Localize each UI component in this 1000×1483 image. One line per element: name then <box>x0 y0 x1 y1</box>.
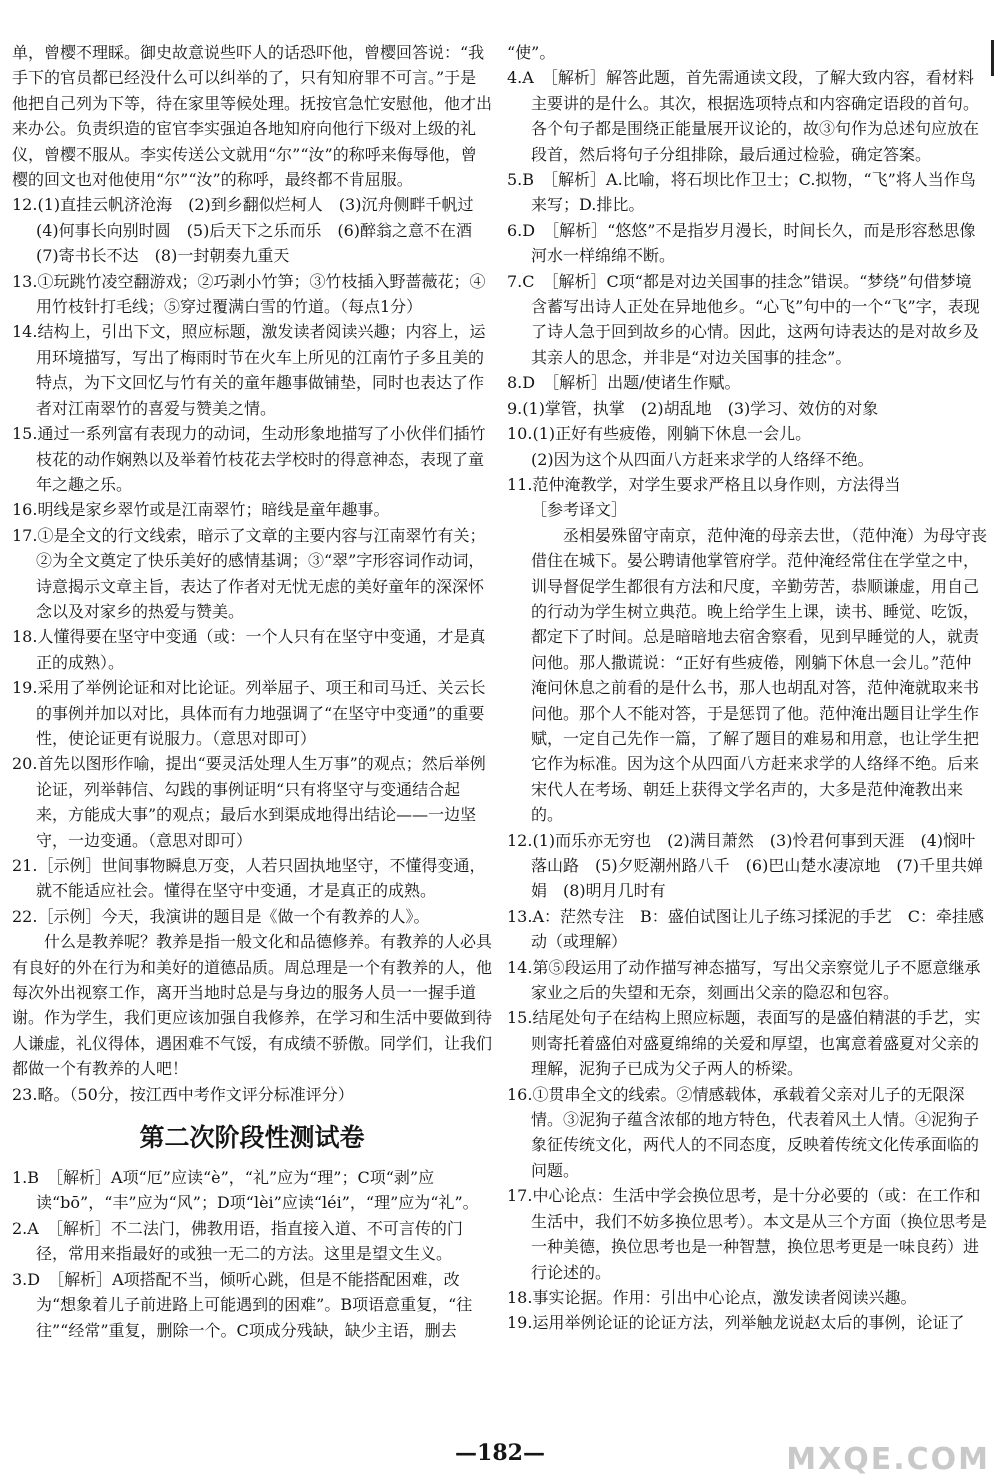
answer-item-22: 22.［示例］今天，我演讲的题目是《做一个有教养的人》。 <box>12 906 430 926</box>
answer-item-s1: 1.B ［解析］A项“厄”应读“è”，“礼”应为“理”；C项“剥”应读“bō”，“丰”应为“风”；D项“lèi”应读“léi”，“理”应为“礼”。 <box>12 1168 479 1213</box>
answer-item-s15: 15.结尾处句子在结构上照应标题，表面写的是盛伯精湛的手艺，实则寄托着盛伯对盛夏绵绵的关爱和厚望，也寓意着盛夏对父亲的理解，泥狗子已成为父子两人的桥梁。 <box>507 1008 981 1079</box>
answer-paragraph: 单，曾樱不理睬。御史故意说些吓人的话恐吓他，曾樱回答说：“我手下的官员都已经没什么可以纠举的了，只有知府罪不可言。”于是他把自己列为下等，待在家里等候处理。抚按官急忙安慰他，他才出来办公。负责织造的宦官李实强迫各地知府向他行下级对上级的礼仪，曾樱不服从。李实传送公文就用“尔”“汝”的称呼来侮辱他，曾樱的回文也对他使用“尔”“汝”的称呼，最终都不肯屈服。 <box>12 43 493 190</box>
answer-item-s12: 12.(1)而乐亦无穷也 (2)满目萧然 (3)怜君何事到天涯 (4)悯叶落山路 (5)夕贬潮州路八千 (6)巴山楚水凄凉地 (7)千里共婵娟 (8)明月几时有 <box>507 830 983 901</box>
right-column <box>507 40 987 1336</box>
answer-item-23: 23.略。（50分，按江西中考作文评分标准评分） <box>12 1084 354 1104</box>
answer-item-13: 13.①玩跳竹凌空翻游戏；②巧剥小竹笋；③竹枝插入野蔷薇花；④用竹枝针打毛线；⑤穿过覆满白雪的竹道。（每点1分） <box>12 271 486 317</box>
answer-item-s8: 8.D ［解析］出题/使诸生作赋。 <box>507 373 741 393</box>
answer-item-s10a: 10.(1)正好有些疲倦，刚躺下休息一会儿。 <box>507 424 812 444</box>
answer-item-s10b: (2)因为这个从四面八方赶来求学的人络绎不绝。 <box>531 449 874 469</box>
answer-item-s16: 16.①贯串全文的线索。②情感载体，承载着父亲对儿子的无限深情。③泥狗子蕴含浓郁的地方特色，代表着风土人情。④泥狗子象征传统文化，两代人的不同态度，反映着传统文化传承面临的问题。 <box>507 1084 980 1180</box>
answer-item-s17: 17.中心论点：生活中学会换位思考，是十分必要的（或：在工作和生活中，我们不妨多换位思考）。本文是从三个方面（换位思考是一种美德，换位思考也是一种智慧，换位思考更是一味良药）进行论述的。 <box>507 1186 988 1282</box>
answer-item-s19: 19.运用举例论证的论证方法，列举触龙说赵太后的事例，论证了 <box>507 1313 965 1333</box>
answer-item-14: 14.结构上，引出下文，照应标题，激发读者阅读兴趣；内容上，运用环境描写，写出了梅雨时节在火车上所见的江南竹子多且美的特点，为下文回忆与竹有关的童年趣事做铺垫，同时也表达了作者对江南翠竹的喜爱与赞美之情。 <box>12 322 486 418</box>
reference-translation: 丞相晏殊留守南京，范仲淹的母亲去世，（范仲淹）为母守丧借住在城下。晏公聘请他掌管府学。范仲淹经常住在学堂之中，训导督促学生都很有方法和尺度，辛勤劳苦，恭顺谦虚，用自己的行动为学生树立典范。晚上给学生上课，读书、睡觉、吃饭，都定下了时间。总是暗暗地去宿舍察看，见到早睡觉的人，就责问他。那人撒谎说：“正好有些疲倦，刚躺下休息一会儿。”范仲淹问休息之前看的是什么书，那人也胡乱对答，范仲淹就取来书问他。那个人不能对答，于是惩罚了他。范仲淹出题目让学生作赋，一定自己先作一篇，了解了题目的难易和用意，也让学生把它作为标准。因为这个从四面八方赶来求学的人络绎不绝。后来宋代人在考场、朝廷上获得文学名声的，大多是范仲淹教出来的。 <box>531 525 988 825</box>
answer-item-s6: 6.D ［解析］“悠悠”不是指岁月漫长，时间长久，而是形容愁思像河水一样绵绵不断。 <box>507 220 976 266</box>
left-column <box>12 40 492 1343</box>
answer-item-s2: 2.A ［解析］不二法门，佛教用语，指直接入道、不可言传的门径，常用来指最好的或独一无二的方法。这里是望文生义。 <box>12 1218 463 1264</box>
answer-continuation: “使”。 <box>507 43 556 62</box>
answer-item-17: 17.①是全文的行文线索，暗示了文章的主要内容与江南翠竹有关；②为全文奠定了快乐美好的感情基调；③“翠”字形容词作动词，诗意揭示文章主旨，表达了作者对无忧无虑的美好童年的深深怀念以及对家乡的热爱与赞美。 <box>12 525 486 621</box>
answer-item-15: 15.通过一系列富有表现力的动词，生动形象地描写了小伙伴们插竹枝花的动作娴熟以及举着竹枝花去学校时的得意神态，表现了童年之趣之乐。 <box>12 424 486 494</box>
answer-item-s18: 18.事实论据。作用：引出中心论点，激发读者阅读兴趣。 <box>507 1287 917 1307</box>
answer-item-s5: 5.B ［解析］A.比喻，将石坝比作卫士；C.拟物，“飞”将人当作鸟来写；D.排比。 <box>507 170 976 215</box>
answer-item-s9: 9.(1)掌管，执掌 (2)胡乱地 (3)学习、效仿的对象 <box>507 398 879 418</box>
answer-item-s4: 4.A ［解析］解答此题，首先需通读文段，了解大致内容，看材料主要讲的是什么。其次，根据选项特点和内容确定语段的首句。各个句子都是围绕正能量展开议论的，故③句作为总述句应放在段首，然后将句子分组排除，最后通过检验，确定答案。 <box>507 68 980 164</box>
reference-translation-label: ［参考译文］ <box>531 500 628 520</box>
answer-item-21: 21.［示例］世间事物瞬息万变，人若只固执地坚守，不懂得变通，就不能适应社会。懂得在坚守中变通，才是真正的成熟。 <box>12 856 486 901</box>
watermark-logo: MXQE.COM <box>786 1442 990 1477</box>
page-number: —182— <box>455 1440 545 1466</box>
answer-item-s7: 7.C ［解析］C项“都是对边关国事的挂念”错误。“梦绕”句借梦境含蓄写出诗人正处在异地他乡。“心飞”句中的一个“飞”字，表现了诗人急于回到故乡的心情。因此，这两句诗表达的是对故乡及其亲人的思念，并非是“对边关国事的挂念”。 <box>507 271 980 367</box>
section-title: 第二次阶段性测试卷 <box>139 1123 365 1153</box>
answer-item-20: 20.首先以图形作喻，提出“要灵活处理人生万事”的观点；然后举例论证，列举韩信、勾践的事例证明“只有将坚守与变通结合起来，方能成大事”的观点；最后水到渠成地得出结论——一边坚守，一边变通。（意思对即可） <box>12 754 486 850</box>
answer-item-s11: 11.范仲淹教学，对学生要求严格且以身作则，方法得当 <box>507 474 901 494</box>
answer-item-18: 18.人懂得要在坚守中变通（或：一个人只有在坚守中变通，才是真正的成熟）。 <box>12 627 486 672</box>
answer-item-s3: 3.D ［解析］A项搭配不当，倾听心跳，但是不能搭配困难，改为“想象着儿子前进路上可能遇到的困难”。B项语意重复，“往往”“经常”重复，删除一个。C项成分残缺，缺少主语，删去 <box>12 1269 473 1340</box>
corner-mark <box>991 40 994 76</box>
answer-item-s13: 13.A：茫然专注 B：盛伯试图让儿子练习揉泥的手艺 C：牵挂感动（或理解） <box>507 906 985 952</box>
answer-item-16: 16.明线是家乡翠竹或是江南翠竹；暗线是童年趣事。 <box>12 500 390 520</box>
speech-example: 什么是教养呢？教养是指一般文化和品德修养。有教养的人必具有良好的外在行为和美好的道德品质。周总理是一个有教养的人，他每次外出视察工作，离开当地时总是与身边的服务人员一一握手道谢。作为学生，我们更应该加强自我修养，在学习和生活中要做到待人谦虚，礼仪得体，遇困难不气馁，有成绩不骄傲。同学们，让我们都做一个有教养的人吧！ <box>12 932 493 1079</box>
answer-item-s14: 14.第⑤段运用了动作描写神态描写，写出父亲察觉儿子不愿意继承家业之后的失望和无奈，刻画出父亲的隐忍和包容。 <box>507 957 981 1003</box>
answer-item-12: 12.(1)直挂云帆济沧海 (2)到乡翻似烂柯人 (3)沉舟侧畔千帆过 (4)何事长向别时圆 (5)后天下之乐而乐 (6)醉翁之意不在酒 (7)寄书长不达 (8)一封朝奏九重天 <box>12 195 490 266</box>
answer-item-19: 19.采用了举例论证和对比论证。列举屈子、项王和司马迁、关云长的事例并加以对比，具体而有力地强调了“在坚守中变通”的重要性，使论证更有说服力。（意思对即可） <box>12 678 486 748</box>
